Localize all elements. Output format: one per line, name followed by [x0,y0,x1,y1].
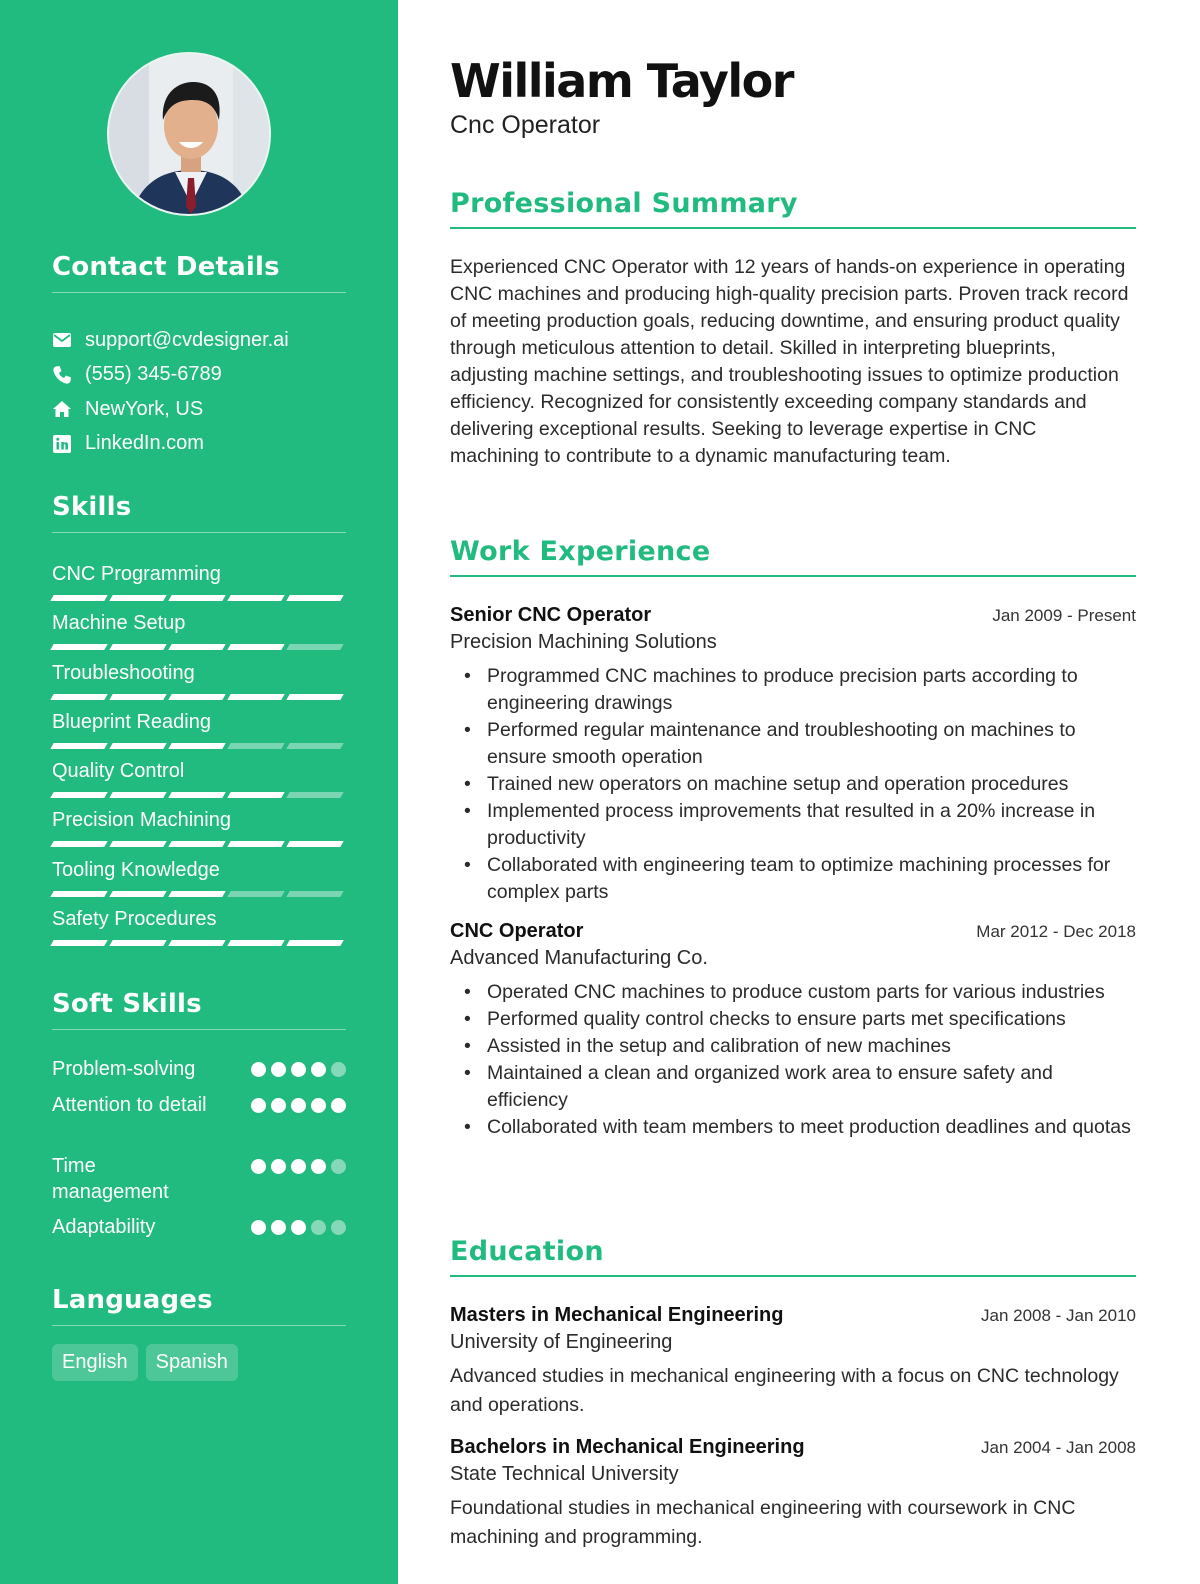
skill-item [52,711,346,760]
summary-section [450,188,1136,470]
skill-level-segment [109,743,166,749]
skill-name: Machine Setup [52,612,186,635]
skill-level-segment [50,743,107,749]
soft-skills-list [52,1056,346,1250]
rating-dot [311,1220,326,1235]
job-bullet: • Maintained a clean and organized work area to ensure safety and efficiency [450,1060,1136,1114]
education-header [450,1436,1136,1459]
rating-dot [251,1062,266,1077]
skill-level-segment [227,644,284,650]
skill-item [52,563,346,612]
education-description: Foundational studies in mechanical engineering with coursework in CNC machining and programming. [450,1497,1076,1548]
linkedin-icon [52,434,72,454]
avatar [107,52,271,216]
skill-level-bar [52,841,346,847]
soft-skill-rating [251,1153,346,1174]
job-bullet: • Performed regular maintenance and troubleshooting on machines to ensure smooth operation [450,717,1136,771]
work-section [450,536,1136,1141]
job-date: Jan 2009 - Present [992,606,1136,625]
phone-icon [52,365,72,385]
languages-heading: Languages [52,1285,346,1326]
skill-level-segment [168,841,225,847]
skill-level-bar [52,644,346,650]
skill-level-segment [109,891,166,897]
skill-level-segment [227,694,284,700]
skill-level-segment [50,891,107,897]
education-section [450,1236,1136,1552]
job-header [450,604,1136,627]
skill-level-segment [168,940,225,946]
skill-level-segment [168,644,225,650]
skill-level-segment [286,595,343,601]
job-company: Advanced Manufacturing Co. [450,947,708,969]
skills-section [52,492,346,957]
rating-dot [291,1159,306,1174]
soft-skills-section [52,989,346,1250]
soft-skill-rating [251,1092,346,1113]
skill-level-segment [50,694,107,700]
job-title: Senior CNC Operator [450,604,652,626]
soft-skill-name: Attention to detail [52,1094,207,1116]
skill-level-segment [168,595,225,601]
rating-dot [311,1062,326,1077]
language-tag: Spanish [146,1344,238,1381]
job-bullet: • Operated CNC machines to produce custom parts for various industries [450,979,1136,1006]
contact-email-text: support@cvdesigner.ai [85,328,289,351]
skill-name: Troubleshooting [52,661,195,684]
education-date: Jan 2004 - Jan 2008 [980,1438,1136,1457]
job-bullet: • Implemented process improvements that resulted in a 20% increase in productivity [450,798,1136,852]
education-date: Jan 2008 - Jan 2010 [980,1306,1136,1325]
sidebar [0,0,398,1584]
soft-skill-item [52,1092,346,1153]
rating-dot [331,1159,346,1174]
soft-skill-item [52,1056,346,1092]
skill-level-segment [168,792,225,798]
rating-dot [311,1159,326,1174]
skill-level-segment [227,940,284,946]
skill-item [52,908,346,957]
job-bullet: • Collaborated with team members to meet production deadlines and quotas [450,1114,1136,1141]
skill-level-segment [50,940,107,946]
skill-item [52,662,346,711]
education-entry [450,1436,1136,1552]
skill-level-bar [52,694,346,700]
skill-name: CNC Programming [52,563,221,585]
skill-level-segment [50,644,107,650]
skill-name: Tooling Knowledge [52,858,220,881]
contact-phone[interactable] [52,358,346,393]
soft-skill-rating [251,1214,346,1235]
skill-level-segment [109,644,166,650]
skill-level-bar [52,595,346,601]
rating-dot [251,1220,266,1235]
skill-level-segment [109,841,166,847]
skill-level-segment [286,841,343,847]
skill-level-segment [168,743,225,749]
skill-item [52,760,346,809]
skill-level-segment [50,792,107,798]
skill-level-segment [109,595,166,601]
rating-dot [251,1098,266,1113]
skill-level-segment [227,841,284,847]
soft-skill-item [52,1153,346,1214]
skill-level-segment [286,792,343,798]
skill-item [52,612,346,661]
skill-level-bar [52,940,346,946]
contact-linkedin[interactable] [52,427,346,462]
skill-level-bar [52,891,346,897]
job-bullet: • Collaborated with engineering team to optimize machining processes for complex parts [450,852,1136,906]
skill-level-segment [50,595,107,601]
soft-skill-rating [251,1056,346,1077]
job-bullet: • Assisted in the setup and calibration of new machines [450,1033,1136,1060]
skill-item [52,859,346,908]
skill-level-segment [227,743,284,749]
job-bullets [450,663,1136,906]
job-entry [450,920,1136,1141]
skill-level-segment [227,792,284,798]
skill-level-segment [227,891,284,897]
rating-dot [271,1220,286,1235]
education-header [450,1304,1136,1327]
skill-level-segment [286,743,343,749]
rating-dot [251,1159,266,1174]
avatar-portrait [109,54,271,216]
contact-linkedin-text: LinkedIn.com [85,432,204,455]
rating-dot [271,1159,286,1174]
job-bullet: • Trained new operators on machine setup and operation procedures [450,771,1136,798]
soft-skills-heading: Soft Skills [52,989,346,1030]
envelope-icon [52,330,72,350]
skill-level-segment [286,694,343,700]
job-header [450,920,1136,943]
skill-level-segment [286,891,343,897]
skills-list [52,563,346,957]
rating-dot [311,1098,326,1113]
rating-dot [331,1220,346,1235]
education-heading: Education [450,1236,1136,1277]
rating-dot [331,1062,346,1077]
contact-section [52,252,346,461]
job-title: CNC Operator [450,920,584,942]
skill-level-bar [52,792,346,798]
soft-skill-name: Time management [52,1155,169,1203]
job-bullet: • Performed quality control checks to ensure parts met specifications [450,1006,1136,1033]
degree-title: Bachelors in Mechanical Engineering [450,1436,805,1458]
skill-level-segment [168,694,225,700]
rating-dot [331,1098,346,1113]
contact-list [52,323,346,461]
skill-level-segment [109,792,166,798]
job-company: Precision Machining Solutions [450,631,717,653]
skill-level-segment [286,940,343,946]
education-description: Advanced studies in mechanical engineering with a focus on CNC technology and operations. [450,1365,1119,1416]
job-entry [450,604,1136,906]
skill-level-segment [227,595,284,601]
skill-name: Safety Procedures [52,908,217,931]
education-entry [450,1304,1136,1420]
candidate-name: William Taylor [450,54,793,108]
languages-section [52,1285,346,1381]
summary-text: Experienced CNC Operator with 12 years of hands-on experience in operating CNC machines and producing high-quality precision parts. Proven track record of meeting production goals, reducing downtime, and ensuring product quality through meticulous attention to detail. Skilled in interpreting blueprints, adjusting machine settings, and troubleshooting issues to optimize production efficiency. Recognized for consistently exceeding company standards and delivering exceptional results. Seeking to leverage expertise in CNC machining to contribute to a dynamic manufacturing team. [450,256,1129,467]
soft-skill-name: Adaptability [52,1216,156,1238]
languages-list [52,1344,346,1381]
skill-level-segment [286,644,343,650]
job-date: Mar 2012 - Dec 2018 [976,922,1136,941]
skill-name: Quality Control [52,760,185,783]
contact-phone-text: (555) 345-6789 [85,363,222,386]
summary-heading: Professional Summary [450,188,1136,229]
rating-dot [291,1098,306,1113]
contact-email[interactable] [52,323,346,358]
contact-heading: Contact Details [52,252,346,293]
candidate-role: Cnc Operator [450,111,601,139]
school-name: University of Engineering [450,1331,673,1353]
skill-level-segment [50,841,107,847]
rating-dot [291,1220,306,1235]
skill-level-segment [168,891,225,897]
soft-skill-name: Problem-solving [52,1058,196,1080]
home-icon [52,399,72,419]
rating-dot [271,1098,286,1113]
skill-level-bar [52,743,346,749]
school-name: State Technical University [450,1463,679,1485]
job-bullets [450,979,1136,1141]
language-tag: English [52,1344,138,1381]
work-heading: Work Experience [450,536,1136,577]
degree-title: Masters in Mechanical Engineering [450,1304,784,1326]
skill-name: Precision Machining [52,809,231,832]
rating-dot [291,1062,306,1077]
contact-location-text: NewYork, US [85,397,204,420]
skill-item [52,809,346,858]
rating-dot [271,1062,286,1077]
job-bullet: • Programmed CNC machines to produce precision parts according to engineering drawings [450,663,1136,717]
contact-location [52,392,346,427]
skills-heading: Skills [52,492,346,533]
skill-level-segment [109,940,166,946]
skill-name: Blueprint Reading [52,710,211,733]
soft-skill-item [52,1214,346,1250]
skill-level-segment [109,694,166,700]
